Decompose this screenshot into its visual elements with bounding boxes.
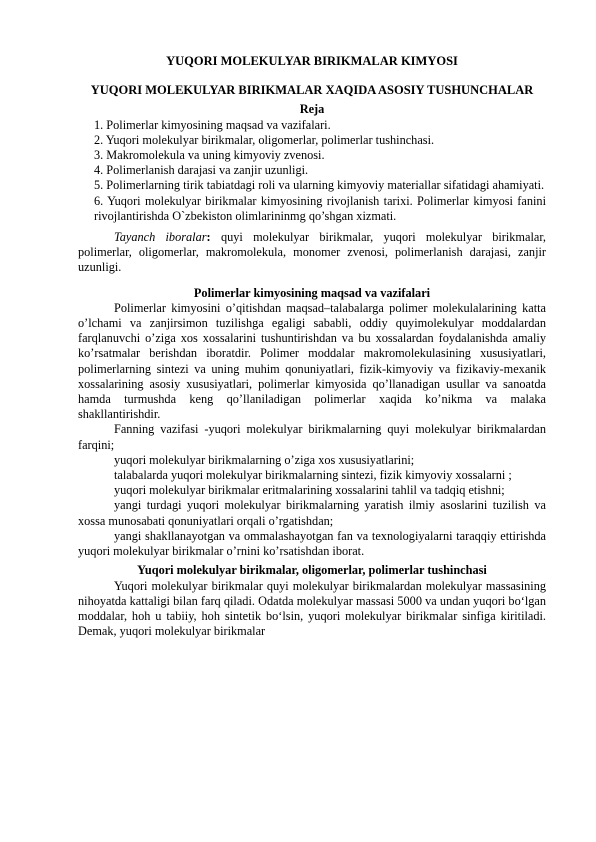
paragraph: yuqori molekulyar birikmalar eritmalarining xossalarini tahlil va tadqiq etishni; [114, 483, 505, 498]
section-heading-goals: Polimerlar kimyosining maqsad va vazifalari [193, 285, 431, 300]
paragraph: yangi shakllanayotgan va ommalashayotgan fan va texnologiyalarni taraqqiy ettirishda yuqori molekulyar birikmalar o’rnini ko’rsatishdan iborat. [78, 528, 546, 559]
paragraph: Yuqori molekulyar birikmalar quyi molekulyar birikmalardan molekulyar massasining nihoyatda kattaligi bilan farq qiladi. Odatda molekulyar massasi 5000 va undan yuqori bo‘lgan moddalar, hoh u tabiiy, hoh sintetik bo‘lsin, yuqori molekulyar birikmalar sinfiga kiritiladi. Demak, yuqori molekulyar birikmalar [78, 578, 546, 639]
paragraph: talabalarda yuqori molekulyar birikmalarning sintezi, fizik kimyoviy xossalarni ; [114, 468, 512, 483]
plan-list [78, 118, 546, 224]
paragraph: Fanning vazifasi -yuqori molekulyar birikmalarning quyi molekulyar birikmalardan farqini; [78, 422, 546, 452]
plan-item-4: 4. Polimerlanish darajasi va zanjir uzunligi. [94, 163, 309, 178]
plan-item-5: 5. Polimerlarning tirik tabiatdagi roli va ularning kimyoviy materiallar sifatidagi ahamiyati. [94, 178, 545, 193]
document-title: YUQORI MOLEKULYAR BIRIKMALAR KIMYOSI [166, 54, 458, 68]
paragraph: yangi turdagi yuqori molekulyar birikmalarning yaratish ilmiy asoslarini tuzilish va xossa munosabati qonuniyatlari orqali o’rgatishdan; [78, 498, 546, 528]
keywords-colon: : [206, 230, 211, 245]
section-heading-concepts: Yuqori molekulyar birikmalar, oligomerlar, polimerlar tushinchasi [137, 563, 487, 578]
paragraph: Polimerlar kimyosini o’qitishdan maqsad–talabalarga polimer molekulalarining katta o’lchami va zanjirsimon tuzilishga egaligi sababli, oddiy quyimolekulyar moddalardan farqlanuvchi o’ziga xos xossalarini tushuntirishdan va bu xossalardan foydalanishda amaliy ko’rsatmalar berishdan iboratdir. Polimer moddalar makromolekulasining xususiyatlari, polimerlarning sintezi va uning muhim qonuniyatlari, fizik-kimyoviy va fizikaviy-mexanik xossalarining asosiy xususiyatlari, polimerlar kimyosida qo’llanadigan usullar va sanoatda hamda turmushda keng qo’llaniladigan polimerlar xaqida ko’nikma va malaka shakllantirishdir. [78, 300, 546, 422]
plan-item-1: 1. Polimerlar kimyosining maqsad va vazifalari. [94, 117, 331, 132]
plan-item-3: 3. Makromolekula va uning kimyoviy zvenosi. [94, 148, 325, 163]
keywords-label: Tayanch iboralar [114, 230, 207, 245]
keywords-text: quyi molekulyar birikmalar, yuqori molekulyar birikmalar, polimerlar, oligomerlar, makromolekula, monomer zvenosi, polimerlanish darajasi, zanjir uzunligi. [78, 230, 547, 275]
plan-item-6: 6. Yuqori molekulyar birikmalar kimyosining rivojlanish tarixi. Polimerlar kimyosi fanini rivojlantirishda O`zbekiston olimlarininmg qo’shgan xizmati. [94, 193, 546, 223]
plan-heading: Reja [299, 102, 325, 117]
document-page [78, 54, 546, 639]
keywords-paragraph [78, 230, 546, 276]
plan-item-2: 2. Yuqori molekulyar birikmalar, oligomerlar, polimerlar tushinchasi. [94, 132, 435, 147]
paragraph: yuqori molekulyar birikmalarning o’ziga xos xususiyatlarini; [114, 452, 415, 467]
document-subtitle: YUQORI MOLEKULYAR BIRIKMALAR XAQIDA ASOSIY TUSHUNCHALAR [90, 83, 534, 98]
